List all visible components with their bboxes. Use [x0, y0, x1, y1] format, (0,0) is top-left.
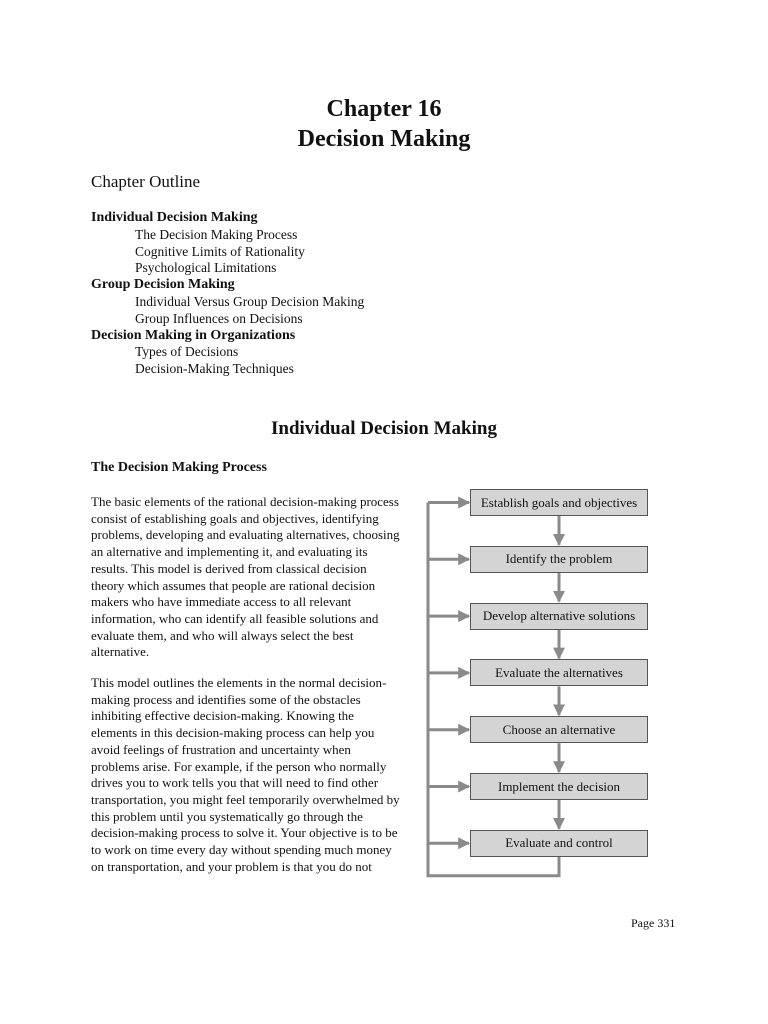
outline-section: Individual Decision Making — [91, 210, 258, 225]
outline-section: Decision Making in Organizations — [91, 327, 296, 343]
flow-step-box: Develop alternative solutions — [470, 603, 648, 630]
flow-step-box: Implement the decision — [470, 773, 648, 800]
body-paragraph: This model outlines the elements in the normal decision-making process and identifies some of the obstacles inhibiting effective decision-making. Knowing the elements in this decision-making process can help you avoid feelings of frustration and uncertainty when problems arise. For example, if the person who normally drives you to work tells you that will need to find other transportation, you might feel temporarily overwhelmed by this problem until you systematically go through the decision-making process to solve it. Your objective is to be to work on time every day without spending much money on transportation, and your problem is that you do not — [91, 675, 400, 874]
chapter-outline — [91, 210, 364, 378]
outline-section: Group Decision Making — [91, 277, 235, 293]
flow-step-box: Evaluate the alternatives — [470, 659, 648, 686]
outline-heading: Chapter Outline — [91, 172, 201, 191]
section-title: Individual Decision Making — [271, 418, 497, 439]
subsection-title: The Decision Making Process — [91, 460, 267, 475]
flow-step-box: Establish goals and objectives — [470, 489, 648, 516]
outline-item: Individual Versus Group Decision Making — [135, 293, 365, 309]
page-title — [0, 94, 768, 154]
body-paragraph: The basic elements of the rational decision-making process consist of establishing goals and objectives, identifying problems, developing and evaluating alternatives, choosing an alternative and implementing it, and evaluating its results. This model is derived from classical decision theory which assumes that people are rational decision makers who have immediate access to all relevant information, who can identify all feasible solutions and evaluate them, and who will always select the best alternative. — [91, 494, 400, 660]
chapter-title: Decision Making — [297, 126, 471, 152]
outline-item: Decision-Making Techniques — [135, 361, 294, 377]
outline-item: Group Influences on Decisions — [135, 310, 303, 326]
outline-item: The Decision Making Process — [135, 226, 298, 242]
page-number: Page 331 — [631, 916, 676, 930]
flow-step-box: Identify the problem — [470, 546, 648, 573]
flow-step-box: Evaluate and control — [470, 830, 648, 857]
chapter-number: Chapter 16 — [326, 96, 442, 122]
flow-step-box: Choose an alternative — [470, 716, 648, 743]
outline-item: Types of Decisions — [135, 344, 239, 360]
outline-item: Cognitive Limits of Rationality — [135, 243, 305, 259]
outline-item: Psychological Limitations — [135, 260, 277, 276]
